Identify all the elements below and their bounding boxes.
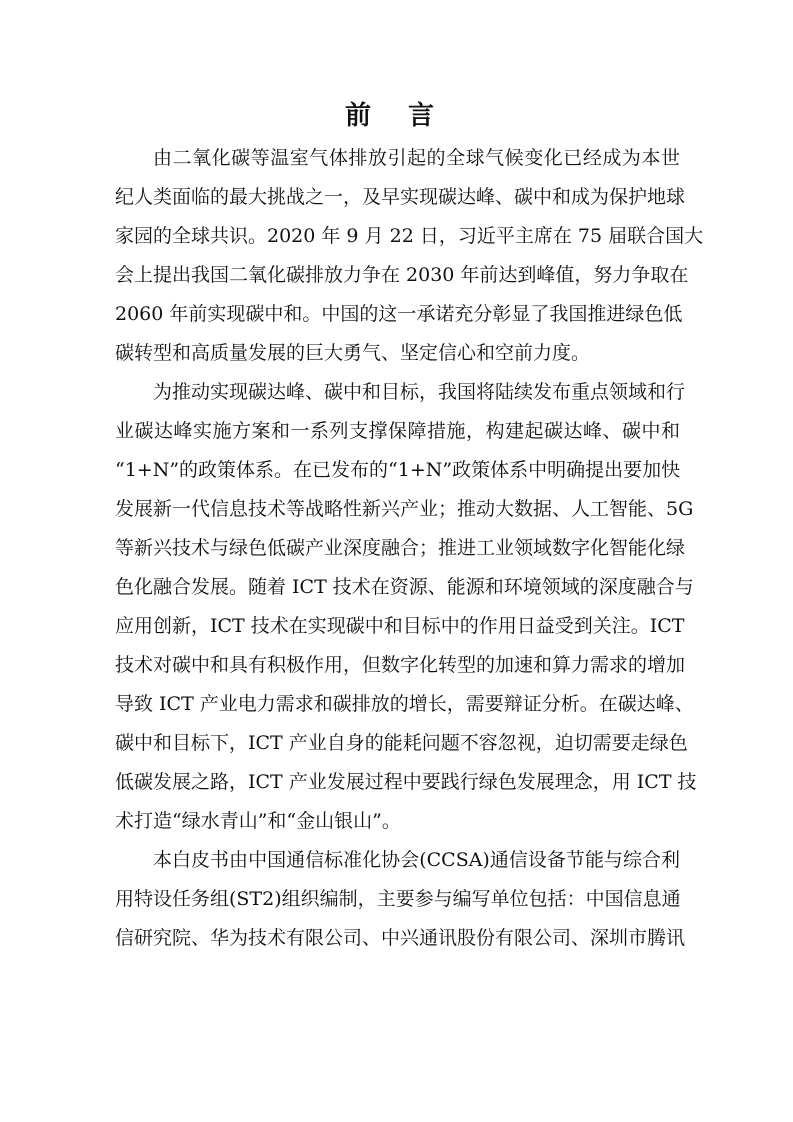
text-line: 碳转型和高质量发展的巨大勇气、坚定信心和空前力度。 xyxy=(115,342,591,364)
text-line: 色化融合发展。随着 ICT 技术在资源、能源和环境领域的深度融合与 xyxy=(115,576,694,598)
text-line: 导致 ICT 产业电力需求和碳排放的增长，需要辩证分析。在碳达峰、 xyxy=(115,693,694,715)
text-line: 发展新一代信息技术等战略性新兴产业；推动大数据、人工智能、5G xyxy=(115,498,694,520)
text-line: 信研究院、华为技术有限公司、中兴通讯股份有限公司、深圳市腾讯 xyxy=(115,927,686,949)
text-line: 低碳发展之路，ICT 产业发展过程中要践行绿色发展理念，用 ICT 技 xyxy=(115,771,697,793)
text-line: 业碳达峰实施方案和一系列支撑保障措施，构建起碳达峰、碳中和 xyxy=(115,420,680,442)
text-line: 本白皮书由中国通信标准化协会(CCSA)通信设备节能与综合利 xyxy=(153,849,680,871)
text-line: 碳中和目标下，ICT 产业自身的能耗问题不容忽视，迫切需要走绿色 xyxy=(115,732,688,754)
page-title: 前 言 xyxy=(344,101,449,131)
text-line: 术打造“绿水青山”和“金山银山”。 xyxy=(115,810,401,832)
paragraph-1 xyxy=(115,139,704,373)
body-text xyxy=(115,139,704,958)
text-line: 用特设任务组(ST2)组织编制，主要参与编写单位包括：中国信息通 xyxy=(115,888,681,910)
text-line: 为推动实现碳达峰、碳中和目标，我国将陆续发布重点领域和行 xyxy=(153,381,686,403)
text-line: 会上提出我国二氧化碳排放力争在 2030 年前达到峰值，努力争取在 xyxy=(115,264,689,286)
paragraph-3 xyxy=(115,841,686,958)
paragraph-2 xyxy=(115,373,697,841)
text-line: 应用创新，ICT 技术在实现碳中和目标中的作用日益受到关注。ICT xyxy=(115,615,685,637)
text-line: 技术对碳中和具有积极作用，但数字化转型的加速和算力需求的增加 xyxy=(115,654,686,676)
text-line: 2060 年前实现碳中和。中国的这一承诺充分彰显了我国推进绿色低 xyxy=(115,303,683,325)
text-line: 家园的全球共识。2020 年 9 月 22 日，习近平主席在 75 届联合国大 xyxy=(115,225,704,247)
text-line: “1+N”的政策体系。在已发布的“1+N”政策体系中明确提出要加快 xyxy=(115,459,681,481)
text-line: 由二氧化碳等温室气体排放引起的全球气候变化已经成为本世 xyxy=(153,147,680,169)
text-line: 等新兴技术与绿色低碳产业深度融合；推进工业领域数字化智能化绿 xyxy=(115,537,686,559)
text-line: 纪人类面临的最大挑战之一，及早实现碳达峰、碳中和成为保护地球 xyxy=(115,186,686,208)
